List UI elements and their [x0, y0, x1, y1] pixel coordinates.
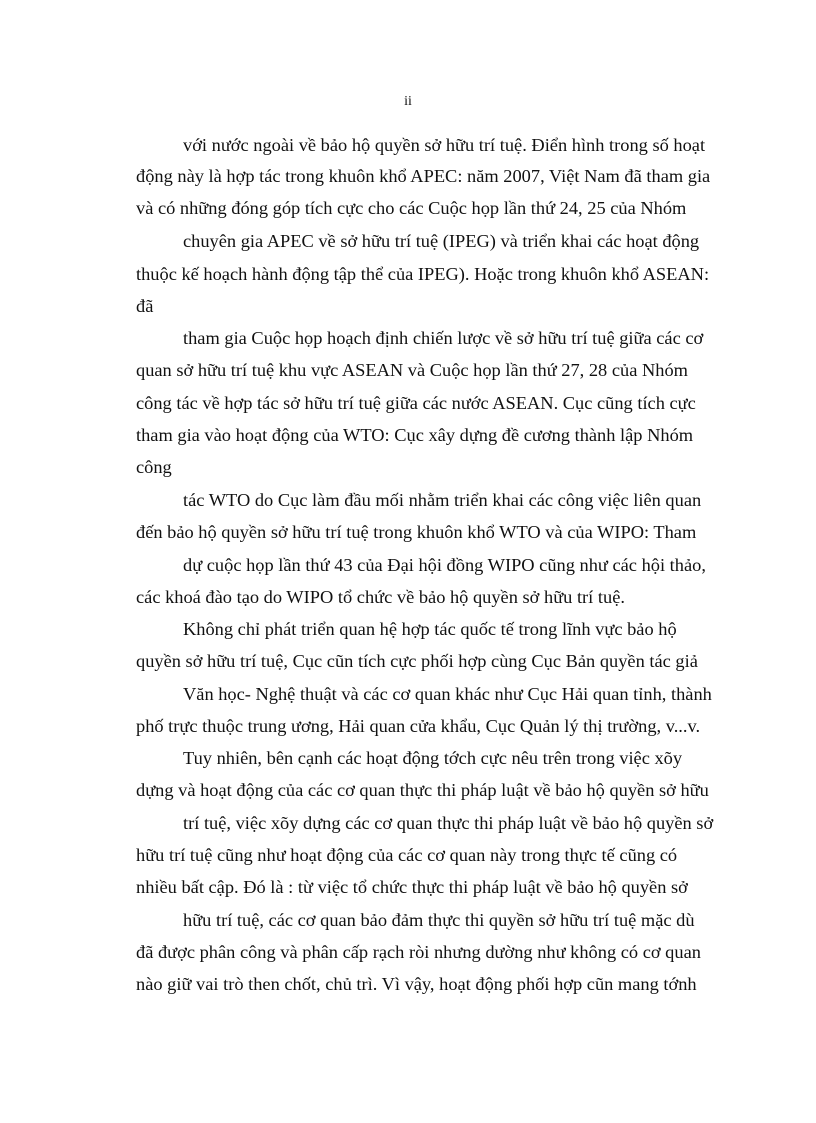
text-line: tham gia Cuộc họp hoạch định chiến lược về sở hữu trí tuệ giữa các cơ [183, 328, 704, 348]
text-line: nào giữ vai trò then chốt, chủ trì. Vì vậy, hoạt động phối hợp cũn mang tớnh [136, 974, 697, 994]
text-line: Tuy nhiên, bên cạnh các hoạt động tớch cực nêu trên trong việc xõy [183, 748, 683, 768]
text-line: đã được phân công và phân cấp rạch ròi nhưng dường như không có cơ quan [136, 942, 701, 962]
text-line: đã [136, 296, 154, 316]
text-line: quan sở hữu trí tuệ khu vực ASEAN và Cuộc họp lần thứ 27, 28 của Nhóm [136, 360, 688, 380]
text-line: hữu trí tuệ cũng như hoạt động của các cơ quan này trong thực tế cũng có [136, 845, 678, 865]
text-line: công tác về hợp tác sở hữu trí tuệ giữa các nước ASEAN. Cục cũng tích cực [136, 393, 696, 413]
text-line: và có những đóng góp tích cực cho các Cuộc họp lần thứ 24, 25 của Nhóm [136, 198, 687, 218]
text-line: thuộc kế hoạch hành động tập thể của IPEG). Hoặc trong khuôn khổ ASEAN: [136, 264, 710, 284]
text-line: trí tuệ, việc xõy dựng các cơ quan thực thi pháp luật về bảo hộ quyền sở [183, 813, 714, 833]
text-line: dự cuộc họp lần thứ 43 của Đại hội đồng WIPO cũng như các hội thảo, [183, 555, 706, 575]
page-number: ii [404, 94, 412, 109]
text-line: công [136, 457, 172, 477]
text-line: tham gia vào hoạt động của WTO: Cục xây dựng đề cương thành lập Nhóm [136, 425, 694, 445]
text-line: hữu trí tuệ, các cơ quan bảo đảm thực thi quyền sở hữu trí tuệ mặc dù [183, 910, 695, 930]
text-line: Văn học- Nghệ thuật và các cơ quan khác như Cục Hải quan tỉnh, thành [183, 684, 712, 704]
text-line: chuyên gia APEC về sở hữu trí tuệ (IPEG) và triển khai các hoạt động [183, 231, 700, 251]
text-line: dựng và hoạt động của các cơ quan thực thi pháp luật về bảo hộ quyền sở hữu [136, 780, 709, 800]
text-line: nhiều bất cập. Đó là : từ việc tổ chức thực thi pháp luật về bảo hộ quyền sở [136, 877, 688, 897]
text-line: động này là hợp tác trong khuôn khổ APEC: năm 2007, Việt Nam đã tham gia [136, 166, 711, 186]
text-line: Không chỉ phát triển quan hệ hợp tác quốc tế trong lĩnh vực bảo hộ [183, 619, 677, 639]
text-line: đến bảo hộ quyền sở hữu trí tuệ trong khuôn khổ WTO và của WIPO: Tham [136, 522, 697, 542]
text-line: quyền sở hữu trí tuệ, Cục cũn tích cực phối hợp cùng Cục Bản quyền tác giả [136, 651, 698, 671]
text-line: với nước ngoài về bảo hộ quyền sở hữu trí tuệ. Điển hình trong số hoạt [183, 135, 706, 155]
text-line: tác WTO do Cục làm đầu mối nhằm triển khai các công việc liên quan [183, 490, 702, 510]
text-line: các khoá đào tạo do WIPO tổ chức về bảo hộ quyền sở hữu trí tuệ. [136, 587, 625, 607]
text-line: phố trực thuộc trung ương, Hải quan cửa khẩu, Cục Quản lý thị trường, v...v. [136, 716, 701, 736]
